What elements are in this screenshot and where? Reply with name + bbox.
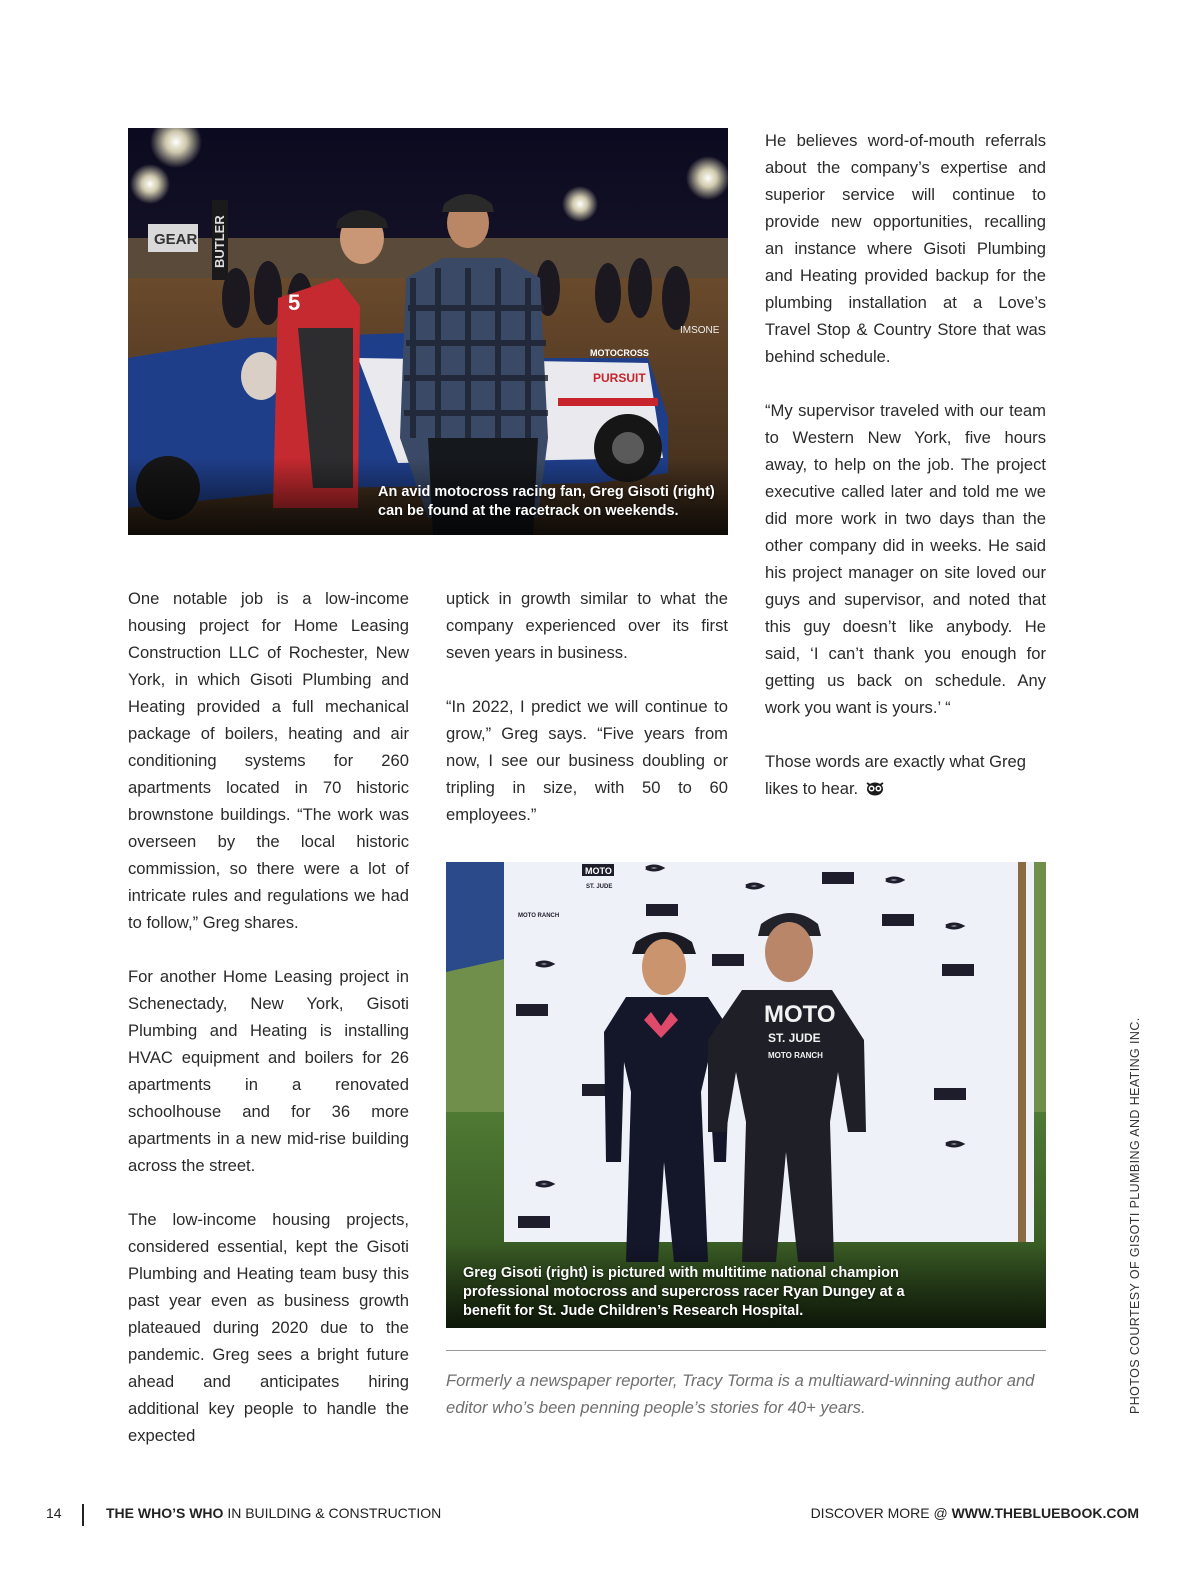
racetrack-photo-illustration [128, 128, 728, 535]
body-paragraph: For another Home Leasing project in Schenectady, New York, Gisoti Plumbing and Heating is installing HVAC equipment and boilers for 26 apartments in a renovated schoolhouse and for 36 more apartments in a new mid-rise building across the street. [128, 967, 409, 1175]
gear-sign-text: GEAR [154, 231, 198, 248]
racetrack-photo [128, 128, 728, 535]
body-paragraph-closing [765, 748, 1046, 802]
st-jude-benefit-photo [446, 862, 1046, 1328]
st-jude-photo-illustration [446, 862, 1046, 1328]
caption-line: can be found at the racetrack on weekends. [378, 503, 679, 519]
backdrop-sub-text: ST. JUDE [586, 884, 613, 890]
caption-line: An avid motocross racing fan, Greg Gisoti (right) [378, 484, 715, 500]
shirt-st-jude-text: ST. JUDE [768, 1031, 821, 1045]
right-text-column [765, 127, 1046, 802]
publication-name [106, 1505, 441, 1521]
caption-line: Greg Gisoti (right) is pictured with multitime national champion [463, 1265, 899, 1281]
publication-name-bold: THE WHO’S WHO [106, 1505, 224, 1521]
car-badge-text: MOTOCROSS [590, 348, 649, 358]
author-bio: Formerly a newspaper reporter, Tracy Torma is a multiaward-winning author and editor who’s been penning people’s stories for 40+ years. [446, 1371, 1035, 1417]
owl-icon [866, 780, 884, 796]
car-sponsor-text: PURSUIT [593, 371, 646, 385]
caption-line: professional motocross and supercross racer Ryan Dungey at a [463, 1284, 905, 1300]
body-paragraph: “In 2022, I predict we will continue to grow,” Greg says. “Five years from now, I see our business doubling or tripling in size, with 50 to 60 employees.” [446, 697, 728, 824]
butler-banner-text: BUTLER [212, 215, 227, 268]
photo-credit: PHOTOS COURTESY OF GISOTI PLUMBING AND HEATING INC. [1128, 1017, 1142, 1414]
shirt-moto-text: MOTO [764, 1001, 836, 1028]
footer-divider [82, 1504, 84, 1526]
body-paragraph: “My supervisor traveled with our team to Western New York, five hours away, to help on the job. The project executive called later and told me we did more work in two days than the other company did in weeks. He said his project manager on site loved our guys and supervisor, and noted that this guy doesn’t like anybody. He said, ‘I can’t thank you enough for getting us back on schedule. Any work you want is yours.’ “ [765, 401, 1046, 717]
publication-name-rest: IN BUILDING & CONSTRUCTION [223, 1505, 442, 1521]
website-link[interactable]: WWW.THEBLUEBOOK.COM [951, 1505, 1139, 1521]
caption-line: benefit for St. Jude Children’s Research Hospital. [463, 1303, 804, 1319]
side-sign-text: IMSONE [680, 325, 720, 336]
body-paragraph: He believes word-of-mouth referrals about the company’s expertise and superior service will continue to provide new opportunities, recalling an instance where Gisoti Plumbing and Heating provided backup for the plumbing installation at a Love’s Travel Stop & Country Store that was behind schedule. [765, 131, 1046, 366]
middle-text-column [446, 585, 728, 828]
backdrop-logo-text: MOTO [585, 866, 612, 876]
discover-more [811, 1505, 1139, 1521]
racetrack-photo-caption [378, 483, 723, 521]
discover-prefix: DISCOVER MORE @ [810, 1505, 952, 1521]
page-number: 14 [46, 1505, 62, 1521]
body-paragraph: One notable job is a low-income housing project for Home Leasing Construction LLC of Rochester, New York, in which Gisoti Plumbing and Heating provided a full mechanical package of boilers, heating and air conditioning systems for 260 apartments located in 70 historic brownstone buildings. “The work was overseen by the local historic commission, so there were a lot of intricate rules and regulations we had to follow,” Greg shares. [128, 589, 409, 932]
shirt-moto-ranch-text: MOTO RANCH [768, 1051, 823, 1060]
closing-text: Those words are exactly what Greg likes to hear. [765, 752, 1027, 798]
svg-text:5: 5 [288, 290, 301, 315]
body-paragraph: uptick in growth similar to what the company experienced over its first seven years in business. [446, 589, 728, 662]
st-jude-photo-caption [463, 1264, 933, 1321]
left-text-column [128, 585, 409, 1449]
backdrop-ranch-text: MOTO RANCH [518, 913, 560, 919]
body-paragraph: The low-income housing projects, considered essential, kept the Gisoti Plumbing and Heating team busy this past year even as business growth plateaued during 2020 due to the pandemic. Greg sees a bright future ahead and anticipates hiring additional key people to handle the expected [128, 1210, 409, 1445]
bio-divider [446, 1350, 1046, 1351]
